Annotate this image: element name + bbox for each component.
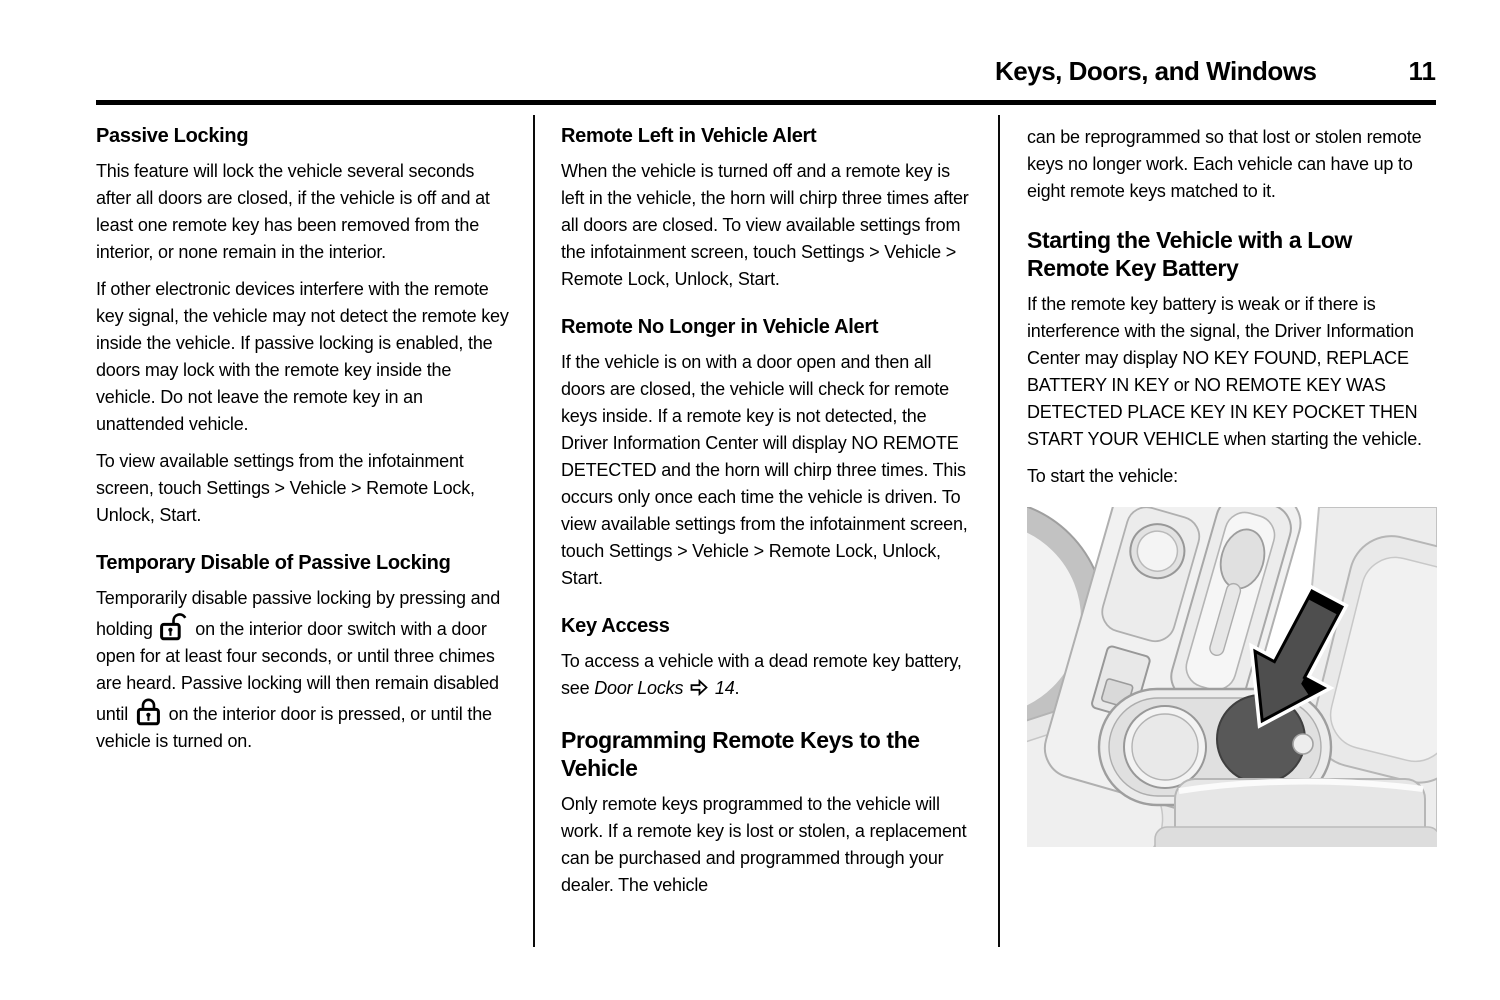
column-1 bbox=[96, 118, 512, 755]
heading-remote-no-longer: Remote No Longer in Vehicle Alert bbox=[561, 316, 879, 338]
key-pocket-illustration bbox=[1027, 507, 1437, 847]
programming-continued-paragraph: can be reprogrammed so that lost or stolen remote keys no longer work. Each vehicle can have up to eight remote keys matched to it. bbox=[1027, 127, 1422, 201]
heading-remote-left: Remote Left in Vehicle Alert bbox=[561, 125, 817, 147]
heading-passive-locking: Passive Locking bbox=[96, 125, 249, 147]
passive-locking-paragraph-3: To view available settings from the infotainment screen, touch Settings > Vehicle > Remote Lock, Unlock, Start. bbox=[96, 451, 475, 525]
heading-temporary-disable: Temporary Disable of Passive Locking bbox=[96, 552, 451, 574]
cross-reference-title[interactable]: Door Locks bbox=[594, 678, 684, 698]
heading-programming-remote-keys: Programming Remote Keys to the Vehicle bbox=[561, 727, 920, 781]
passive-locking-paragraph-2: If other electronic devices interfere with the remote key signal, the vehicle may not detect the remote key inside the vehicle. If passive locking is enabled, the doors may lock with the remote key inside the vehicle. Do not leave the remote key in an unattended vehicle. bbox=[96, 279, 509, 434]
passive-locking-paragraph-1: This feature will lock the vehicle several seconds after all doors are closed, if the vehicle is off and at least one remote key has been removed from the interior, or none remain in the interior. bbox=[96, 161, 490, 262]
page-title: Keys, Doors, and Windows bbox=[995, 56, 1317, 86]
cross-reference-page[interactable]: 14 bbox=[714, 678, 735, 698]
column-divider-2 bbox=[998, 115, 1000, 947]
heading-key-access: Key Access bbox=[561, 615, 670, 637]
page-reference-arrow-icon bbox=[690, 679, 708, 696]
temporary-disable-text-2: on the interior door switch with a door open for at least four seconds, or until three chimes are heard. Passive locking will then remain disabled until bbox=[96, 619, 499, 724]
remote-no-longer-paragraph: If the vehicle is on with a door open and then all doors are closed, the vehicle will check for remote keys inside. If a remote key is not detected, the Driver Information Center will display NO REMOTE DETECTED and the horn will chirp three times. This occurs only once each time the vehicle is driven. To view available settings from the infotainment screen, touch Settings > Vehicle > Remote Lock, Unlock, Start. bbox=[561, 352, 968, 588]
programming-paragraph: Only remote keys programmed to the vehicle will work. If a remote key is lost or stolen, a replacement can be purchased and programmed through your dealer. The vehicle bbox=[561, 794, 967, 895]
low-battery-paragraph-1: If the remote key battery is weak or if there is interference with the signal, the Driver Information Center may display NO KEY FOUND, REPLACE BATTERY IN KEY or NO REMOTE KEY WAS DETECTED PLACE KEY IN KEY POCKET THEN START YOUR VEHICLE when starting the vehicle. bbox=[1027, 294, 1422, 449]
page-header bbox=[96, 56, 1436, 87]
temporary-disable-text-1: Temporarily disable passive locking by pressing and holding bbox=[96, 588, 501, 639]
header-rule bbox=[96, 100, 1436, 105]
temporary-disable-paragraph bbox=[96, 585, 512, 755]
low-battery-paragraph-2: To start the vehicle: bbox=[1027, 466, 1178, 486]
column-divider-1 bbox=[533, 115, 535, 947]
unlock-icon bbox=[160, 612, 187, 641]
page-number: 11 bbox=[1408, 56, 1436, 86]
heading-low-remote-key-battery: Starting the Vehicle with a Low Remote Key Battery bbox=[1027, 227, 1352, 281]
key-access-text: To access a vehicle with a dead remote key battery, see bbox=[561, 651, 962, 698]
key-access-period: . bbox=[734, 678, 740, 698]
lock-icon bbox=[136, 697, 161, 726]
temporary-disable-text-3: on the interior door is pressed, or until the vehicle is turned on. bbox=[96, 704, 492, 751]
armrest bbox=[1155, 779, 1437, 847]
column-3 bbox=[1027, 118, 1439, 847]
remote-left-paragraph: When the vehicle is turned off and a remote key is left in the vehicle, the horn will chirp three times after all doors are closed. To view available settings from the infotainment screen, touch Settings > Vehicle > Remote Lock, Unlock, Start. bbox=[561, 161, 969, 289]
column-2 bbox=[561, 118, 977, 899]
key-access-paragraph bbox=[561, 648, 977, 702]
